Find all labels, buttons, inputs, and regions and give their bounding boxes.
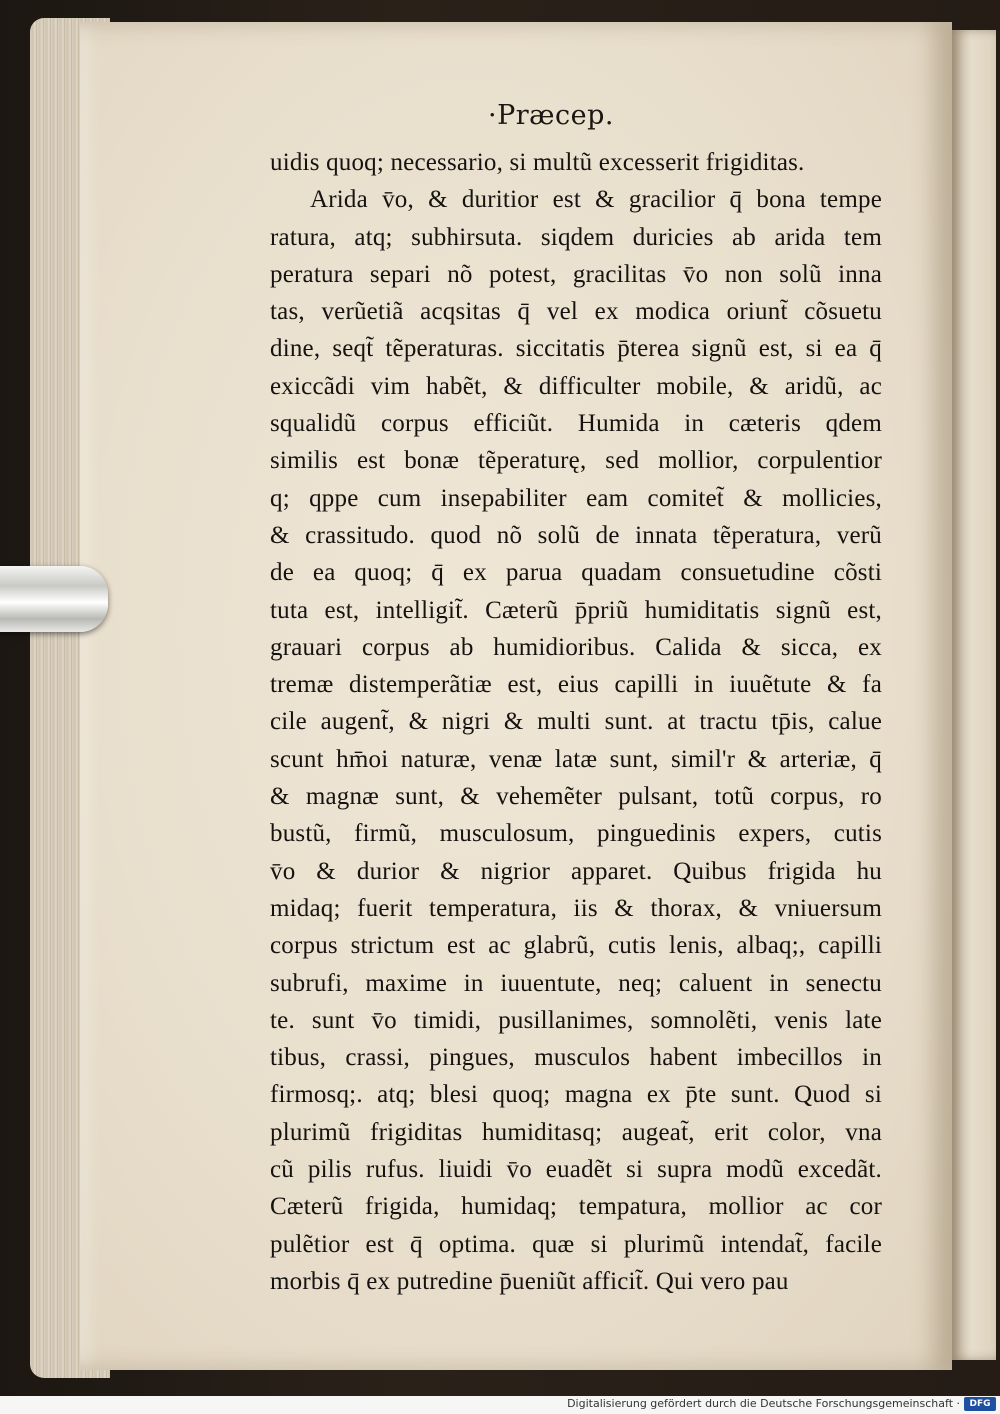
glass-clip: [0, 566, 108, 632]
text-line: subrufi, maxime in iuuentute, neq; caluent in senectu: [270, 969, 882, 997]
footer-credit: Digitalisierung gefördert durch die Deutsche Forschungsgemeinschaft ·: [567, 1397, 960, 1410]
text-line: Arida v̄o, & duritior est & gracilior q̄ bona tempe: [310, 186, 882, 214]
text-line: dine, seqt̃ tẽperaturas. siccitatis p̄terea signũ est, si ea q̄: [270, 335, 882, 363]
text-block: [270, 144, 882, 1300]
text-line: grauari corpus ab humidioribus. Calida & sicca, ex: [270, 633, 882, 661]
text-line: similis est bonæ tẽperaturę, sed mollior, corpulentior: [270, 447, 882, 475]
text-line: te. sunt v̄o timidi, pusillanimes, somnolẽti, venis late: [270, 1006, 882, 1034]
text-line: peratura separi nõ potest, gracilitas v̄o non solũ inna: [270, 260, 882, 288]
text-line: tremæ distemperãtiæ est, eius capilli in iuuẽtute & fa: [270, 671, 882, 699]
text-line: firmosq;. atq; blesi quoq; magna ex p̄te sunt. Quod si: [270, 1081, 882, 1109]
text-line: cile augent̃, & nigri & multi sunt. at tractu tp̄is, calue: [270, 708, 882, 736]
dfg-logo: DFG: [964, 1397, 996, 1411]
text-line: Cæterũ frigida, humidaq; tempatura, mollior ac cor: [270, 1193, 882, 1221]
running-head: ·Præcep.: [488, 100, 615, 131]
text-line: corpus strictum est ac glabrũ, cutis lenis, albaq;, capilli: [270, 932, 882, 960]
text-line: squalidũ corpus efficiũt. Humida in cæteris qdem: [270, 410, 882, 438]
text-line: morbis q̄ ex putredine p̄ueniũt afficit̃. Qui vero pau: [270, 1267, 789, 1295]
text-line: tibus, crassi, pingues, musculos habent imbecillos in: [270, 1044, 882, 1072]
text-line: midaq; fuerit temperatura, iis & thorax, & vniuersum: [270, 894, 882, 922]
text-line: uidis quoq; necessario, si multũ excesserit frigiditas.: [270, 149, 805, 176]
text-line: v̄o & durior & nigrior apparet. Quibus frigida hu: [270, 857, 882, 885]
text-line: pulẽtior est q̄ optima. quæ si plurimũ intendat̃, facile: [270, 1230, 882, 1258]
text-line: ratura, atq; subhirsuta. siqdem duricies ab arida tem: [270, 223, 882, 251]
text-line: bustũ, firmũ, musculosum, pinguedinis expers, cutis: [270, 820, 882, 848]
text-line: q; qppe cum insepabiliter eam comitet̃ & mollicies,: [270, 484, 882, 512]
text-line: exiccãdi vim habẽt, & difficulter mobile, & aridũ, ac: [270, 372, 882, 400]
text-line: & crassitudo. quod nõ solũ de innata tẽperatura, verũ: [270, 521, 882, 549]
text-line: tas, verũetiã acqsitas q̄ vel ex modica oriunt̃ cõsuetu: [270, 298, 882, 326]
text-line: scunt hm̄oi naturæ, venæ latæ sunt, simil'r & arteriæ, q̄: [270, 745, 882, 773]
text-line: tuta est, intelligit̃. Cæterũ p̄priũ humiditatis signũ est,: [270, 596, 882, 624]
facing-page: [952, 30, 996, 1360]
text-line: plurimũ frigiditas humiditasq; augeat̃, erit color, vna: [270, 1118, 882, 1146]
text-line: & magnæ sunt, & vehemẽter pulsant, totũ corpus, ro: [270, 783, 882, 811]
text-line: cũ pilis rufus. liuidi v̄o euadẽt si supra modũ excedãt.: [270, 1156, 882, 1184]
text-line: de ea quoq; q̄ ex parua quadam consuetudine cõsti: [270, 559, 882, 587]
